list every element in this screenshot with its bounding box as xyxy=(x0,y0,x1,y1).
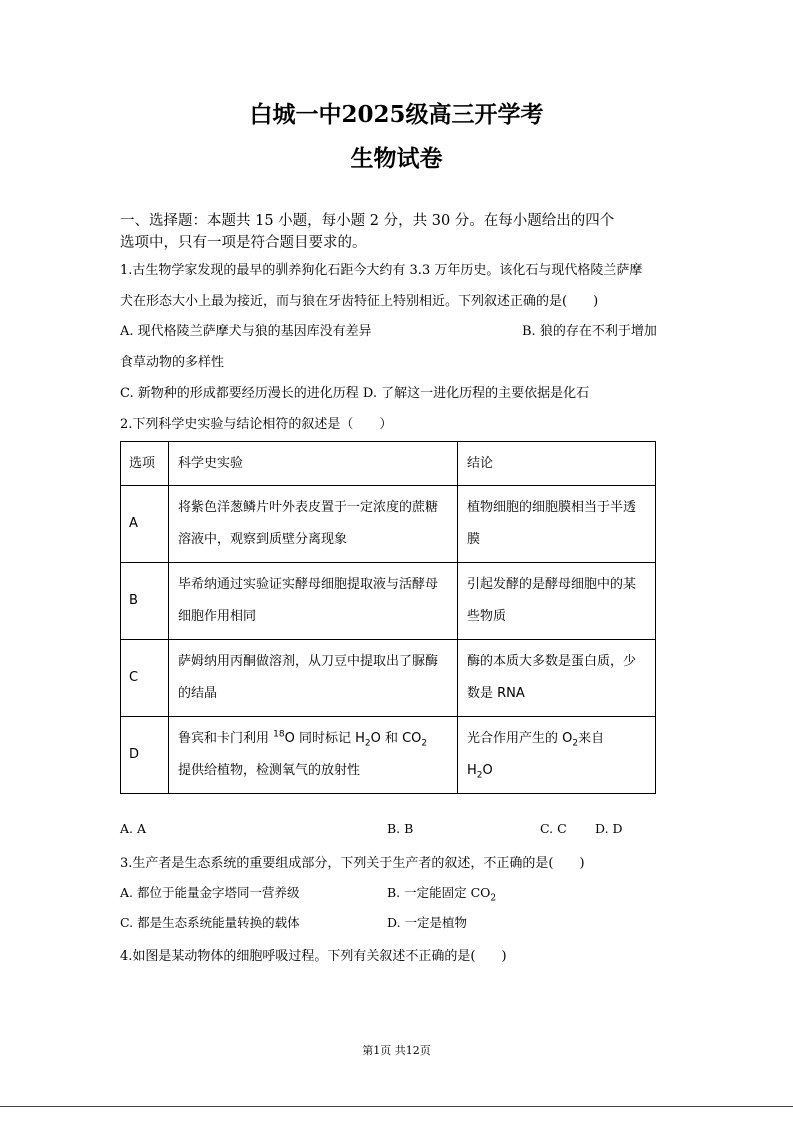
q3-stem: 3.生产者是生态系统的重要组成部分，下列关于生产者的叙述，不正确的是( ) xyxy=(120,856,585,871)
q4-stem: 4.如图是某动物体的细胞呼吸过程。下列有关叙述不正确的是( ) xyxy=(120,949,507,964)
q1-stem-line1: 1.古生物学家发现的最早的驯养狗化石距今大约有 3.3 万年历史。该化石与现代格陵兰萨摩 xyxy=(120,263,643,278)
q1-stem-line2: 犬在形态大小上最为接近，而与狼在牙齿特征上特别相近。下列叙述正确的是( ) xyxy=(120,294,599,309)
table-cell-experiment: 将紫色洋葱鳞片叶外表皮置于一定浓度的蔗糖溶液中，观察到质壁分离现象 xyxy=(169,486,458,563)
subscript: 2 xyxy=(572,738,579,749)
q3-option-c: C. 都是生态系统能量转换的载体 xyxy=(120,915,300,930)
subscript: 2 xyxy=(476,770,483,781)
exam-subtitle: 生物试卷 xyxy=(350,145,443,172)
q2-answer-d: D. D xyxy=(595,821,623,836)
table-cell-option: A xyxy=(121,486,169,563)
isotope-mass: 18 xyxy=(273,729,285,740)
subscript: 2 xyxy=(421,738,428,749)
exp-text: O 同时标记 H xyxy=(284,731,365,746)
q3-option-a: A. 都位于能量金字塔同一营养级 xyxy=(120,885,300,900)
con-text: 光合作用产生的 O xyxy=(467,731,573,746)
table-cell-conclusion: 酶的本质大多数是蛋白质，少数是 RNA xyxy=(458,640,656,717)
exp-text: O 和 CO xyxy=(370,731,422,746)
table-row xyxy=(121,717,656,794)
q3-option-b xyxy=(387,883,497,904)
q1-option-a: A. 现代格陵兰萨摩犬与狼的基因库没有差异 xyxy=(120,324,372,339)
table-cell-experiment xyxy=(169,717,458,794)
page-bottom-divider xyxy=(0,1106,793,1107)
q1-options-cd: C. 新物种的形成都要经历漫长的进化历程 D. 了解这一进化历程的主要依据是化石 xyxy=(120,386,590,401)
con-text: 来自 xyxy=(578,731,605,746)
page-number: 第1页 共12页 xyxy=(362,1044,431,1057)
con-text: O xyxy=(482,763,493,778)
exam-title: 白城一中2025级高三开学考 xyxy=(249,101,544,128)
q1-option-b: B. 狼的存在不利于增加 xyxy=(522,324,657,339)
q1-option-b-cont: 食草动物的多样性 xyxy=(120,355,225,370)
q2-stem: 2.下列科学史实验与结论相符的叙述是（ ） xyxy=(120,417,393,432)
table-header-cell: 结论 xyxy=(458,442,656,486)
table-cell-conclusion: 植物细胞的细胞膜相当于半透膜 xyxy=(458,486,656,563)
table-row xyxy=(121,640,656,717)
table-cell-option: D xyxy=(121,717,169,794)
exp-text: 鲁宾和卡门利用 xyxy=(178,731,274,746)
table-cell-experiment: 萨姆纳用丙酮做溶剂，从刀豆中提取出了脲酶的结晶 xyxy=(169,640,458,717)
table-cell-conclusion xyxy=(458,717,656,794)
table-cell-option: B xyxy=(121,563,169,640)
q3-option-d: D. 一定是植物 xyxy=(387,915,468,930)
subscript: 2 xyxy=(364,738,371,749)
table-header-cell: 科学史实验 xyxy=(169,442,458,486)
q3-option-b-text: B. 一定能固定 CO xyxy=(387,885,491,900)
table-cell-option: C xyxy=(121,640,169,717)
q2-table xyxy=(120,441,656,794)
subscript: 2 xyxy=(490,893,497,904)
table-header-row xyxy=(121,442,656,486)
exp-text: 提供给植物，检测氧气的放射性 xyxy=(178,763,361,778)
q2-answer-a: A. A xyxy=(120,821,147,836)
section-instruction-line2: 选项中，只有一项是符合题目要求的。 xyxy=(120,235,367,251)
q2-answer-b: B. B xyxy=(387,821,414,836)
table-row xyxy=(121,563,656,640)
table-cell-conclusion: 引起发酵的是酵母细胞中的某些物质 xyxy=(458,563,656,640)
con-text: H xyxy=(467,763,477,778)
section-instruction-line1: 一、选择题：本题共 15 小题，每小题 2 分，共 30 分。在每小题给出的四个 xyxy=(120,213,615,229)
q2-answer-c: C. C xyxy=(540,821,567,836)
table-header-cell: 选项 xyxy=(121,442,169,486)
table-cell-experiment: 毕希纳通过实验证实酵母细胞提取液与活酵母细胞作用相同 xyxy=(169,563,458,640)
table-row xyxy=(121,486,656,563)
